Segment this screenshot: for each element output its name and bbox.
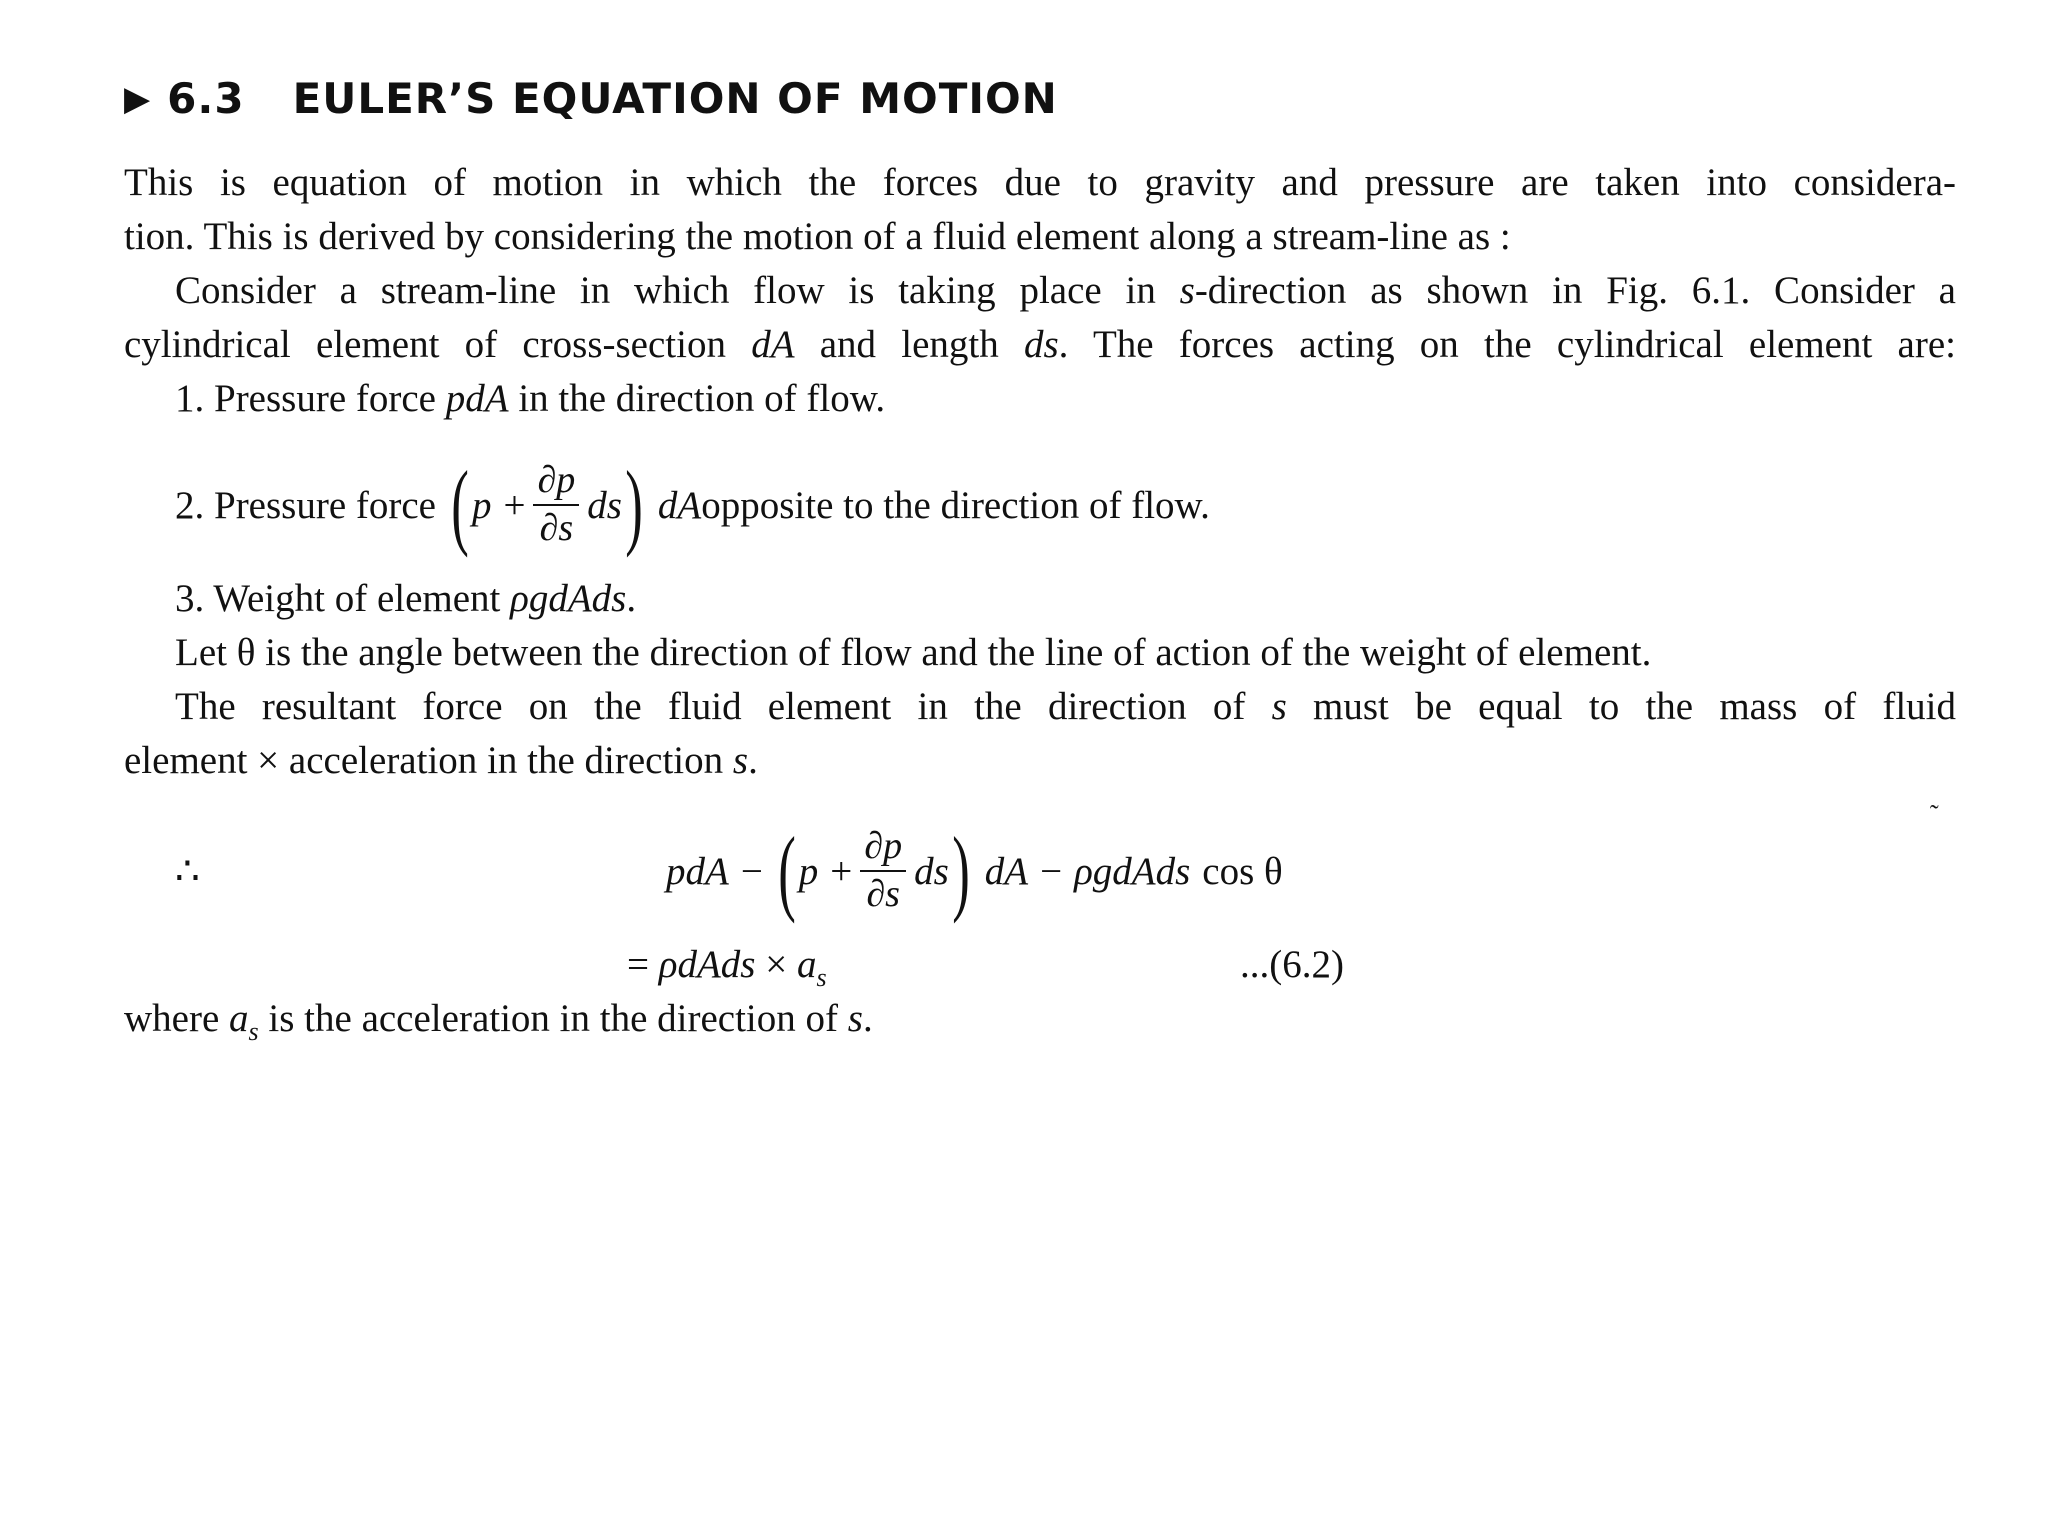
right-paren: ) bbox=[951, 817, 970, 924]
paragraph-1-line-1: This is equation of motion in which the forces due to gravity and pressure are taken into considera- bbox=[124, 161, 1956, 204]
list-item-2: 2. Pressure force ( p + $\frac{\partial p}{\partial s}$ ds ) dA opposite to the direction of flow. bbox=[175, 451, 1210, 558]
partial-fraction: $\frac{\partial p}{\partial s}$ bbox=[860, 827, 906, 915]
equation-line-2: = ρdAds × $a_s$ bbox=[627, 943, 827, 992]
paragraph-4-line-2: element × acceleration in the direction s. bbox=[124, 739, 758, 782]
list-item-3: 3. Weight of element ρgdAds. bbox=[175, 577, 637, 620]
equation-line-1: pdA − ( p + $\frac{\partial p}{\partial s}$ ds ) dA − ρgdAds cos θ bbox=[666, 817, 1283, 924]
section-number: 6.3 bbox=[167, 74, 245, 123]
stray-mark: ˜ bbox=[1930, 800, 1939, 829]
equation-therefore: ∴ bbox=[175, 849, 200, 893]
paragraph-4-line-1: The resultant force on the fluid element in the direction of s must be equal to the mass of fluid bbox=[175, 685, 1956, 728]
section-title: EULER’S EQUATION OF MOTION bbox=[292, 74, 1058, 123]
section-heading bbox=[124, 74, 1058, 123]
partial-fraction: $\frac{\partial p}{\partial s}$ bbox=[533, 461, 579, 549]
paragraph-2-line-1: Consider a stream-line in which flow is taking place in s-direction as shown in Fig. 6.1. Consider a bbox=[175, 269, 1956, 312]
paragraph-1-line-2: tion. This is derived by considering the motion of a fluid element along a stream-line as : bbox=[124, 215, 1511, 258]
right-paren: ) bbox=[625, 451, 643, 558]
where-clause: where $a_s$ is the acceleration in the direction of s. bbox=[124, 997, 873, 1046]
triangle-marker-icon: ▶ bbox=[124, 78, 152, 119]
list-item-1: 1. Pressure force pdA in the direction of flow. bbox=[175, 377, 886, 420]
left-paren: ( bbox=[451, 451, 469, 558]
equation-number: ...(6.2) bbox=[1240, 943, 1344, 986]
paragraph-2-line-2: cylindrical element of cross-section dA and length ds. The forces acting on the cylindrical element are: bbox=[124, 323, 1956, 366]
left-paren: ( bbox=[778, 817, 796, 924]
paragraph-3: Let θ is the angle between the direction of flow and the line of action of the weight of element. bbox=[175, 631, 1652, 674]
